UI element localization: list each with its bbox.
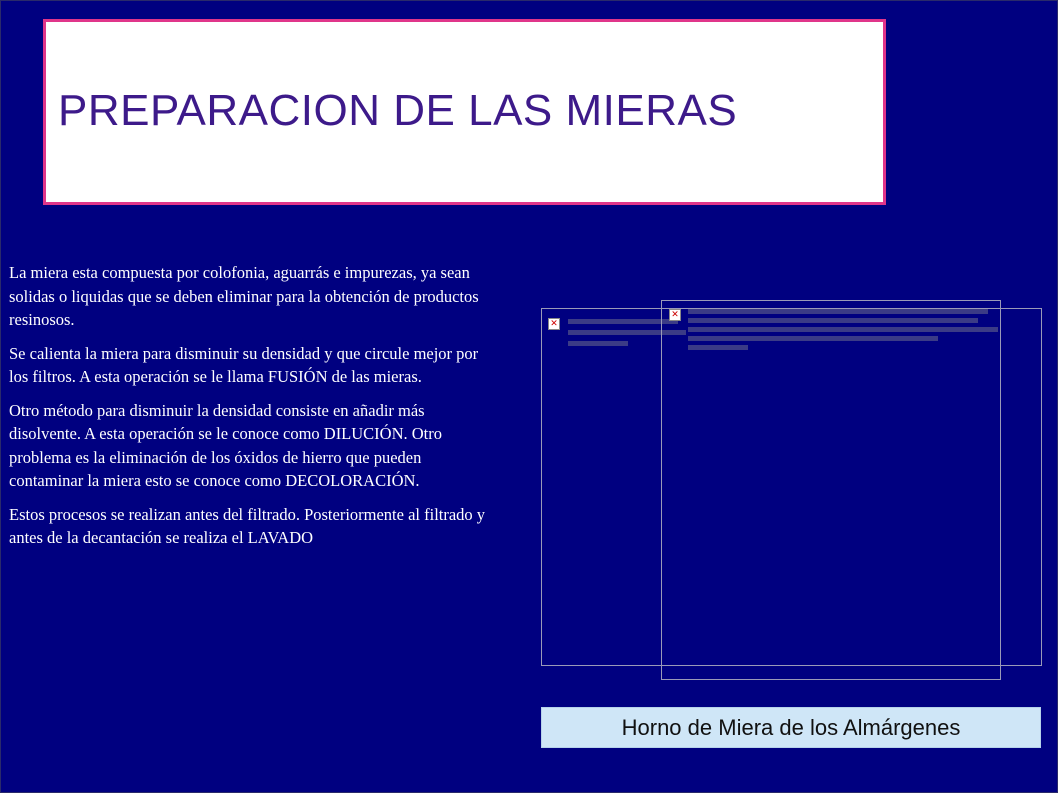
image-frame-right[interactable]: [661, 300, 1001, 680]
slide-title: PREPARACION DE LAS MIERAS: [58, 86, 738, 135]
paragraph-fusion: Se calienta la miera para disminuir su densidad y que circule mejor por los filtros. A esta operación se le llama FUSIÓN de las mieras.: [9, 343, 479, 386]
image-alt-text-placeholder: [688, 307, 998, 359]
broken-image-icon: ✕: [548, 318, 560, 330]
title-placeholder[interactable]: [43, 19, 886, 205]
broken-image-icon: ✕: [669, 309, 681, 321]
paragraph-composition: La miera esta compuesta por colofonia, aguarrás e impurezas, ya sean solidas o liquidas que se deben eliminar para la obtención de productos resinosos.: [9, 263, 479, 329]
paragraph-washing: Estos procesos se realizan antes del filtrado. Posteriormente al filtrado y antes de la decantación se realiza el LAVADO: [9, 504, 486, 547]
caption-text: Horno de Miera de los Almárgenes: [621, 715, 961, 740]
paragraph-dilution: Otro método para disminuir la densidad consiste en añadir más disolvente. A esta operación se le conoce como DILUCIÓN. Otro problema es la eliminación de los óxidos de hierro que pueden contaminar la miera esto se conoce como DECOLORACIÓN.: [9, 400, 443, 490]
blurred-alt-text: [688, 307, 998, 359]
body-text-box[interactable]: [9, 261, 499, 560]
image-caption[interactable]: [541, 707, 1041, 748]
